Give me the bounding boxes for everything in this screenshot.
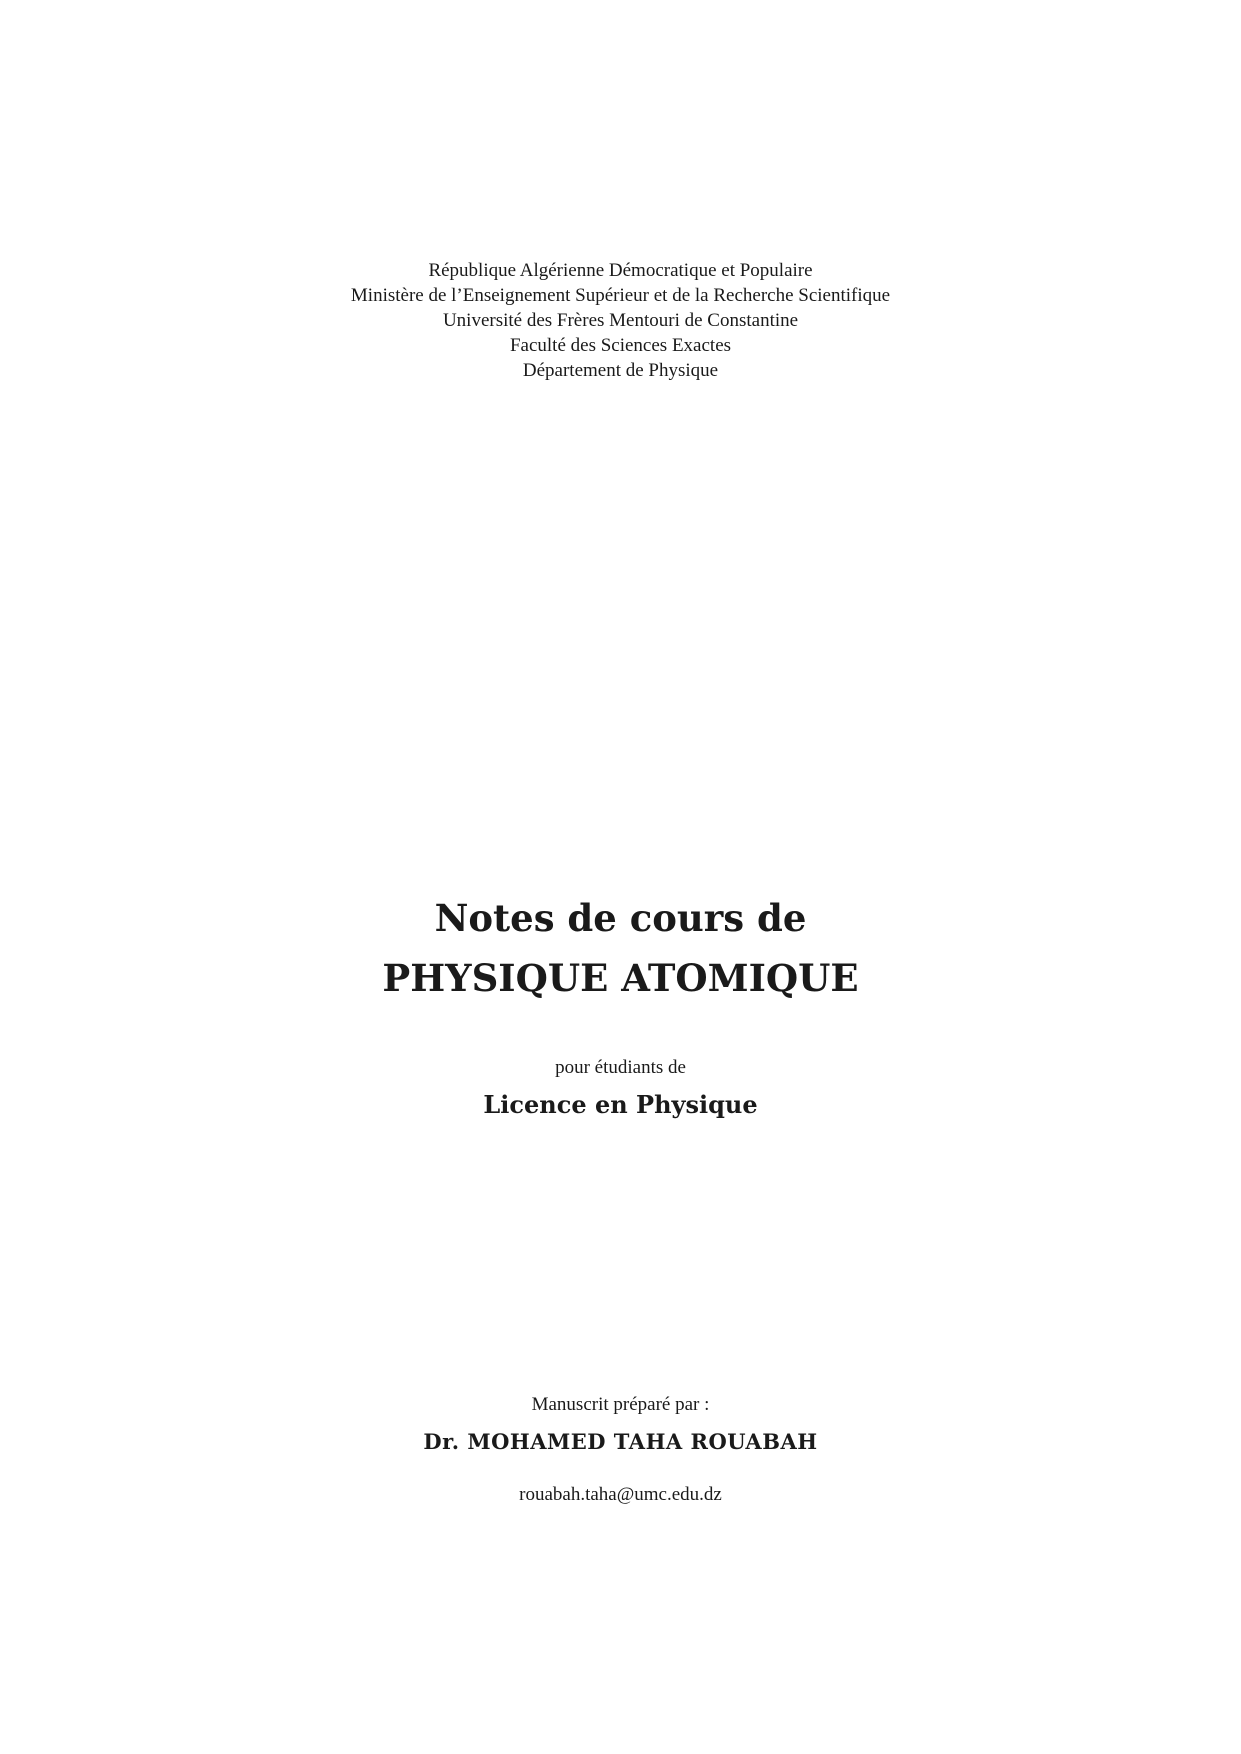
institution-university: Université des Frères Mentouri de Constantine — [442, 310, 799, 331]
audience-degree: Licence en Physique — [483, 1090, 758, 1119]
document-title — [0, 888, 1241, 1008]
institution-faculty: Faculté des Sciences Exactes — [509, 335, 732, 356]
author-block — [0, 1392, 1241, 1508]
audience-intro: pour étudiants de — [555, 1057, 686, 1078]
title-line-2: PHYSIQUE ATOMIQUE — [382, 956, 859, 1000]
institution-republic: République Algérienne Démocratique et Populaire — [428, 260, 813, 281]
audience-block — [0, 1055, 1241, 1125]
author-name: Dr. MOHAMED TAHA ROUABAH — [423, 1429, 818, 1454]
institution-department: Département de Physique — [522, 360, 719, 381]
title-line-1: Notes de cours de — [434, 896, 807, 940]
institution-ministry: Ministère de l’Enseignement Supérieur et de la Recherche Scientifique — [350, 285, 891, 306]
author-intro: Manuscrit préparé par : — [531, 1394, 710, 1415]
author-email: rouabah.taha@umc.edu.dz — [519, 1484, 722, 1505]
institution-header — [0, 258, 1241, 383]
